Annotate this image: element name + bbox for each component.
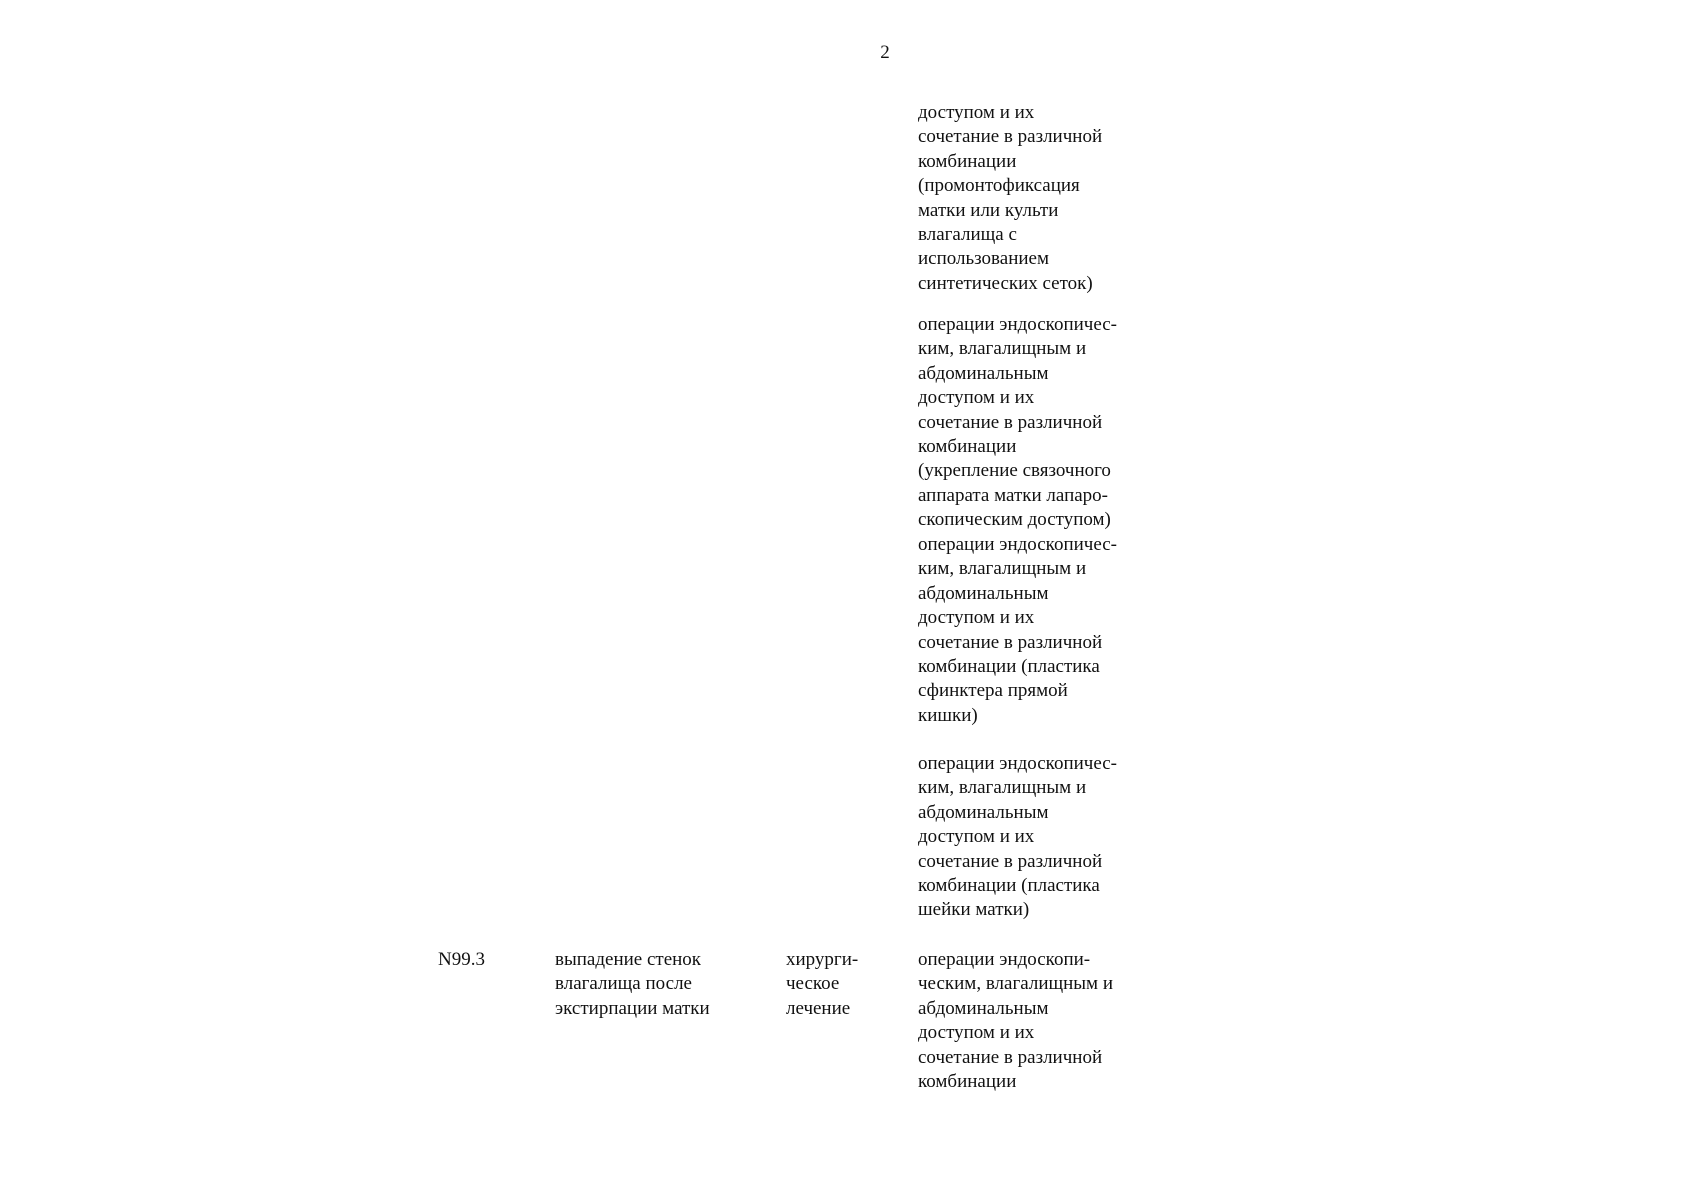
diagnosis-code: N99.3 bbox=[438, 949, 485, 970]
diagnosis-text: выпадение стенок влагалища после экстирпации матки bbox=[555, 949, 710, 1019]
method-text-block-1: доступом и их сочетание в различной комбинации (промонтофиксация матки или культи влагалища с использованием синтетических сеток) bbox=[918, 102, 1103, 294]
page-number: 2 bbox=[880, 42, 890, 63]
method-text-block-4: операции эндоскопичес- ким, влагалищным и абдоминальным доступом и их сочетание в различной комбинации (пластика шейки матки) bbox=[918, 753, 1118, 921]
method-text-block-2: операции эндоскопичес- ким, влагалищным и абдоминальным доступом и их сочетание в различной комбинации (укрепление связочного аппарата матки лапаро- скопическим доступом) bbox=[918, 314, 1118, 531]
method-text-block-3: операции эндоскопичес- ким, влагалищным и абдоминальным доступом и их сочетание в различной комбинации (пластика сфинктера прямой кишки) bbox=[918, 534, 1118, 726]
treatment-type: хирурги- ческое лечение bbox=[786, 949, 859, 1019]
method-text-block-5: операции эндоскопи- ческим, влагалищным и абдоминальным доступом и их сочетание в различной комбинации bbox=[918, 949, 1114, 1093]
